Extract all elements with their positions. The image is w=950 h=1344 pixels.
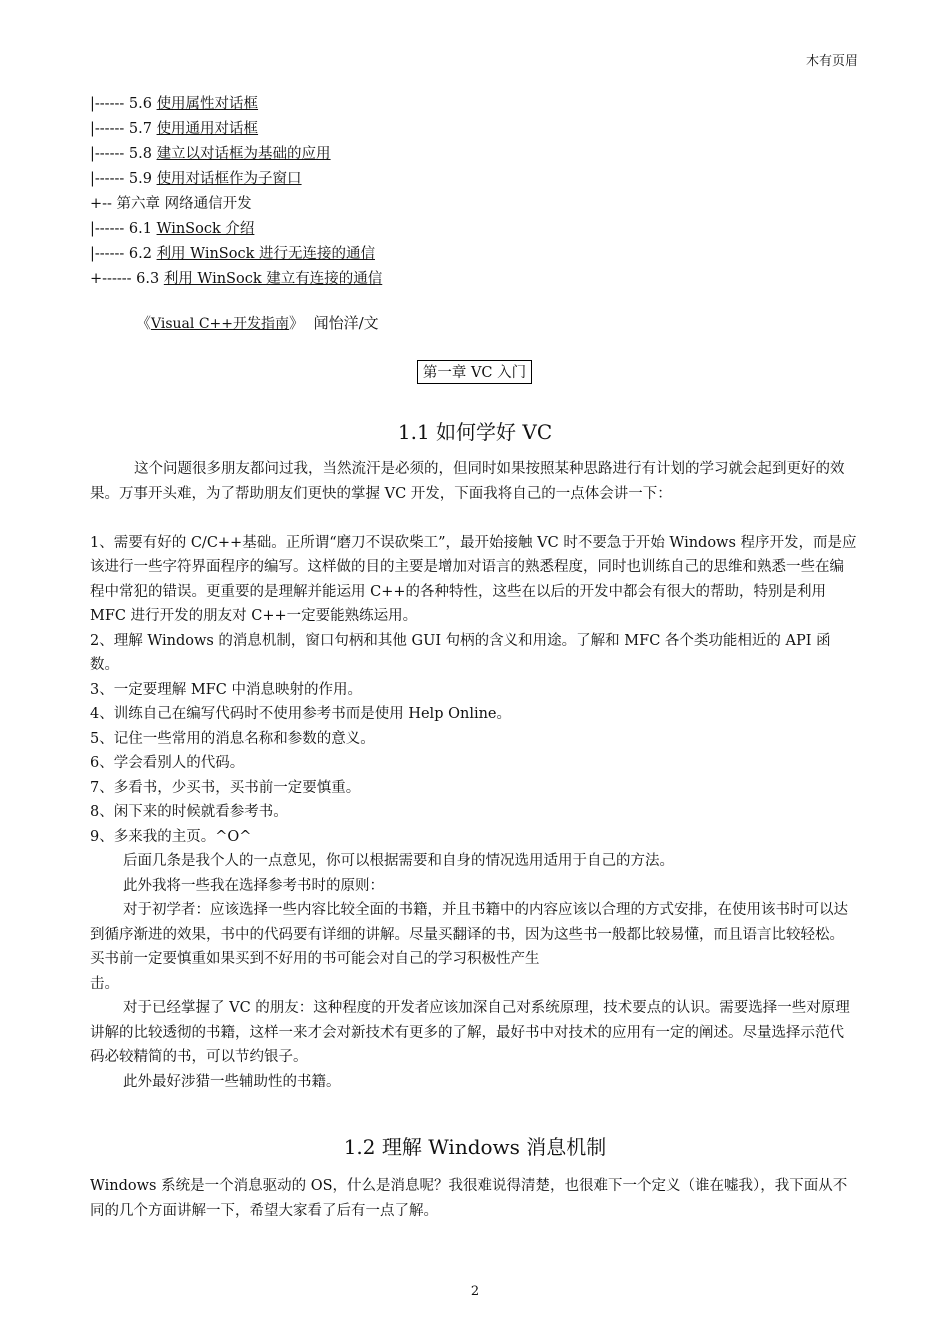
- list-item-2: 2、理解 Windows 的消息机制，窗口句柄和其他 GUI 句柄的含义和用途。了解和 MFC 各个类功能相近的 API 函数。: [90, 632, 831, 673]
- list-item-5: 5、记住一些常用的消息名称和参数的意义。: [90, 730, 375, 747]
- toc-item-6-3: [90, 267, 382, 292]
- list-item-4: 4、训练自己在编写代码时不使用参考书而是使用 Help Online。: [90, 706, 512, 722]
- list-item-8: 8、闲下来的时候就看参考书。: [90, 804, 288, 820]
- toc-link-5-8[interactable]: 建立以对话框为基础的应用: [156, 146, 331, 162]
- toc-item-5-9: [90, 167, 382, 192]
- book-open-bracket: 《: [136, 314, 152, 332]
- paragraph-principles: 此外我将一些我在选择参考书时的原则：: [123, 877, 384, 894]
- section-1-1-title: 1.1 如何学好 VC: [397, 420, 553, 444]
- toc-chapter-label: +-- 第六章 网络通信开发: [90, 196, 252, 212]
- section-1-1-body: [90, 457, 858, 1094]
- section-1-2-intro: Windows 系统是一个消息驱动的 OS，什么是消息呢？我很难说得清楚，也很难下一个定义（谁在嘘我），我下面从不同的几个方面讲解一下，希望大家看了后有一点了解。: [90, 1178, 848, 1219]
- toc-prefix: |------ 5.9: [90, 171, 157, 187]
- toc-link-5-7[interactable]: 使用通用对话框: [156, 121, 259, 137]
- table-of-contents: [90, 92, 382, 292]
- paragraph-opinion: 后面几条是我个人的一点意见，你可以根据需要和自身的情况选用适用于自己的方法。: [123, 853, 674, 869]
- toc-prefix: |------ 5.7: [90, 121, 157, 137]
- book-title-line: [136, 312, 379, 333]
- page-number: 2: [470, 1284, 480, 1299]
- chapter-title: 第一章 VC 入门: [417, 360, 532, 384]
- paragraph-advanced: 对于已经掌握了 VC 的朋友：这种程度的开发者应该加深自己对系统原理，技术要点的认识。需要选择一些对原理讲解的比较透彻的书籍，这样一来才会对新技术有更多的了解，最好书中对技术的应用有一定的阐述。尽量选择示范代码必较精简的书，可以节约银子。: [90, 1000, 850, 1065]
- toc-link-6-1[interactable]: WinSock 介绍: [156, 221, 255, 237]
- toc-item-5-7: [90, 117, 382, 142]
- toc-link-5-9[interactable]: 使用对话框作为子窗口: [156, 171, 302, 187]
- toc-prefix: |------ 6.2: [90, 246, 157, 262]
- book-close-bracket: 》: [289, 314, 305, 332]
- list-item-3: 3、一定要理解 MFC 中消息映射的作用。: [90, 681, 362, 698]
- list-item-6: 6、学会看别人的代码。: [90, 755, 245, 771]
- toc-prefix: |------ 5.8: [90, 146, 157, 162]
- toc-prefix: +------ 6.3: [90, 271, 164, 287]
- page-header: 木有页眉: [805, 54, 858, 69]
- section-1-1-intro: 这个问题很多朋友都问过我，当然流汗是必须的，但同时如果按照某种思路进行有计划的学习就会起到更好的效果。万事开头难，为了帮助朋友们更快的掌握 VC 开发，下面我将自己的一点体会讲一下：: [90, 461, 845, 502]
- toc-chapter-6: [90, 192, 382, 217]
- toc-item-5-8: [90, 142, 382, 167]
- paragraph-beginners: 对于初学者：应该选择一些内容比较全面的书籍，并且书籍中的内容应该以合理的方式安排，在使用该书时可以达到循序渐进的效果，书中的代码要有详细的讲解。尽量买翻译的书，因为这些书一般都比较易懂，而且语言比较轻松。买书前一定要慎重如果买到不好用的书可能会对自己的学习积极性产生: [90, 902, 848, 967]
- toc-item-6-1: [90, 217, 382, 242]
- toc-item-6-2: [90, 242, 382, 267]
- book-title-link[interactable]: Visual C++开发指南: [151, 316, 290, 332]
- paragraph-auxiliary: 此外最好涉猎一些辅助性的书籍。: [123, 1073, 341, 1090]
- section-1-2-title: 1.2 理解 Windows 消息机制: [343, 1135, 607, 1159]
- list-item-1: 1、需要有好的 C/C++基础。正所谓“磨刀不误砍柴工”，最开始接触 VC 时不要急于开始 Windows 程序开发，而是应该进行一些字符界面程序的编写。这样做的目的主要是增加对语言的熟悉程度，同时也训练自己的思维和熟悉一些在编程中常犯的错误。更重要的是理解并能运用 C++的各种特性，这些在以后的开发中都会有很大的帮助，特别是利用 MFC 进行开发的朋友对 C++一定要能熟练运用。: [90, 534, 857, 624]
- toc-prefix: |------ 6.1: [90, 221, 157, 237]
- paragraph-beginners-end: 击。: [90, 975, 119, 992]
- toc-prefix: |------ 5.6: [90, 96, 157, 112]
- section-1-2-body: [90, 1174, 858, 1223]
- list-item-7: 7、多看书，少买书，买书前一定要慎重。: [90, 779, 361, 796]
- toc-link-6-2[interactable]: 利用 WinSock 进行无连接的通信: [156, 246, 375, 262]
- toc-link-5-6[interactable]: 使用属性对话框: [156, 96, 259, 112]
- list-item-9: 9、多来我的主页。^O^: [90, 828, 252, 845]
- book-author: 闻怡洋/文: [313, 314, 379, 332]
- toc-item-5-6: [90, 92, 382, 117]
- toc-link-6-3[interactable]: 利用 WinSock 建立有连接的通信: [163, 271, 383, 287]
